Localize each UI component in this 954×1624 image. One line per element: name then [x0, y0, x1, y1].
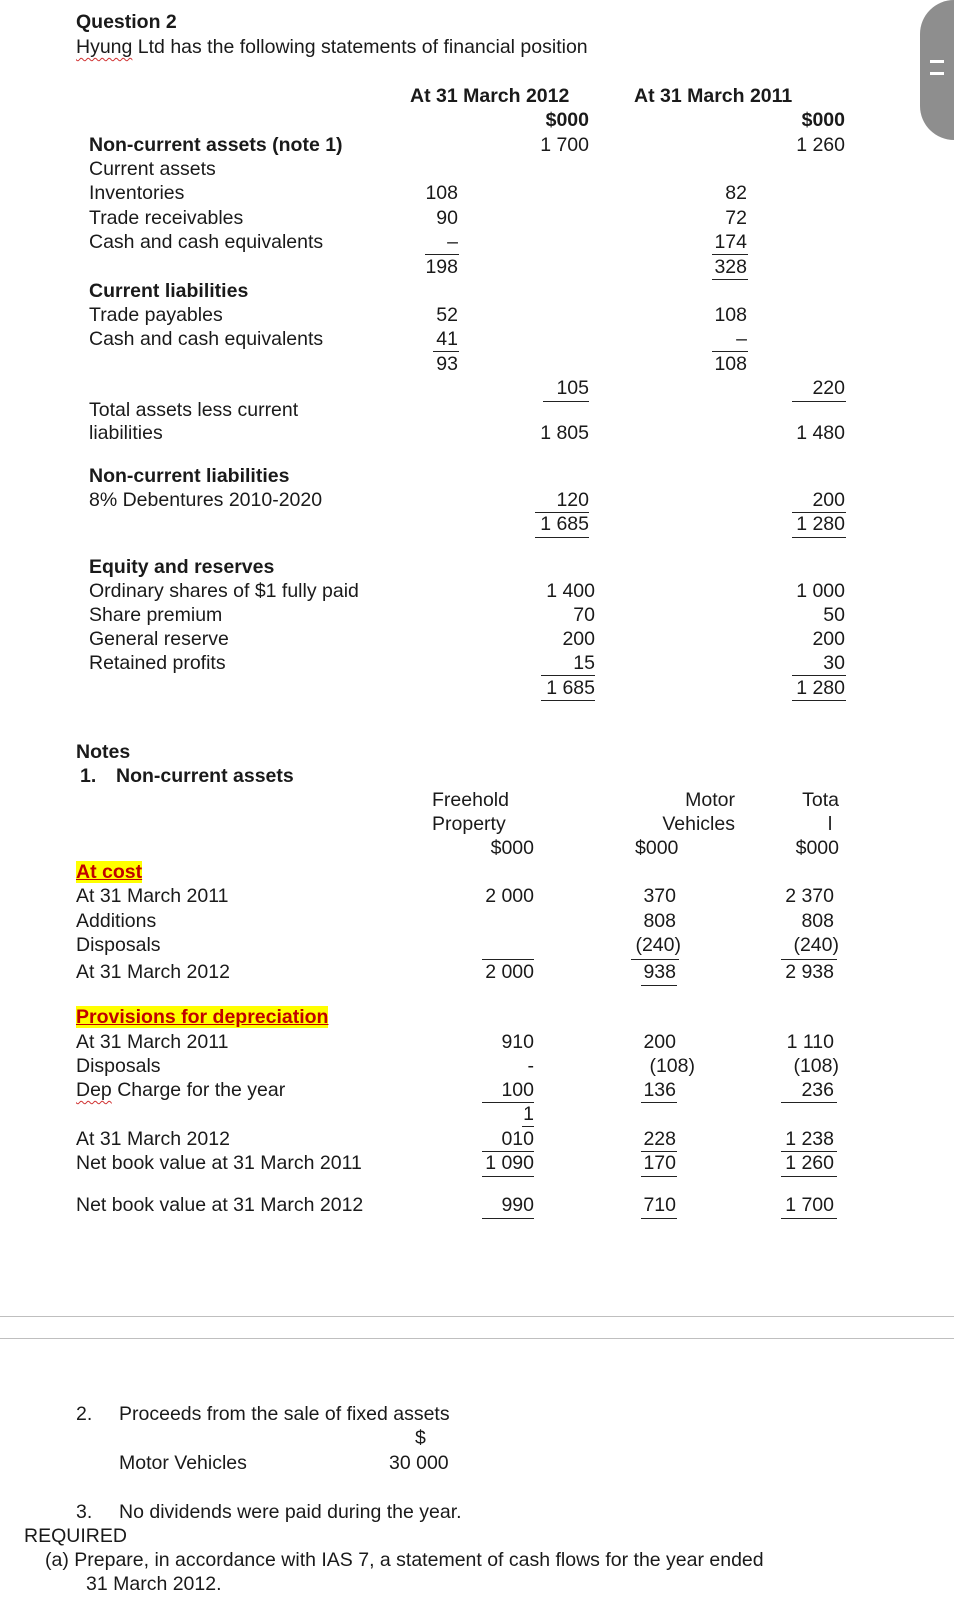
- cost-2012-fp: 2 000: [485, 961, 534, 983]
- nca-2011: 1 260: [796, 134, 845, 156]
- disposals-mv: (240): [635, 934, 681, 956]
- reserve-label: General reserve: [89, 628, 229, 650]
- required-line-2: 31 March 2012.: [86, 1573, 222, 1595]
- reserve-2012: 200: [562, 628, 595, 650]
- net-assets-2012: 1 685: [540, 513, 589, 535]
- intro-text: Ltd has the following statements of financial position: [132, 36, 588, 58]
- cl-cash-2012: 41: [436, 328, 458, 350]
- dep-charge-label: [76, 1078, 285, 1102]
- nbv12-rule-mv: [641, 1218, 677, 1219]
- cl-total-2011: 108: [714, 353, 747, 375]
- nbv12-rule-tot: [781, 1218, 837, 1219]
- additions-mv: 808: [643, 910, 676, 932]
- eq-total-rule-2011: [792, 700, 846, 701]
- dep-charge-fp: 100: [501, 1079, 534, 1101]
- nbv2012-fp: 990: [501, 1194, 534, 1216]
- dep-2011-label: At 31 March 2011: [76, 1031, 229, 1053]
- note2-unit: $: [415, 1427, 426, 1449]
- required-label: REQUIRED: [24, 1525, 127, 1547]
- cost-2012-tot: 2 938: [785, 961, 834, 983]
- ncl-label: Non-current liabilities: [89, 465, 290, 487]
- nbv2011-tot: 1 260: [785, 1152, 834, 1174]
- nbv2012-label: Net book value at 31 March 2012: [76, 1194, 364, 1216]
- eq-total-rule-2012: [541, 700, 595, 701]
- dep-2012-tot: 1 238: [785, 1128, 834, 1150]
- shares-2011: 1 000: [796, 580, 845, 602]
- note2-value: 30 000: [389, 1452, 449, 1474]
- ca-total-rule-2011: [712, 279, 748, 280]
- col-header-2012: At 31 March 2012: [410, 85, 570, 107]
- unit-2011: $000: [801, 109, 845, 131]
- cash-2011: 174: [714, 231, 747, 253]
- nca-2012: 1 700: [540, 134, 589, 156]
- nbv2011-label: Net book value at 31 March 2011: [76, 1152, 362, 1174]
- premium-2012: 70: [573, 604, 595, 626]
- dep-disposals-tot: (108): [793, 1055, 839, 1077]
- note1-number: 1.: [80, 765, 97, 787]
- net-ca-rule-2011: [792, 401, 846, 402]
- cl-label: Current liabilities: [89, 280, 249, 302]
- nbv11-rule-fp: [482, 1176, 534, 1177]
- note1-title: Non-current assets: [116, 765, 294, 787]
- inventories-label: Inventories: [89, 182, 185, 204]
- head-motor-unit: $000: [635, 837, 679, 859]
- talcl-label-2: liabilities: [89, 422, 163, 444]
- nca-label: Non-current assets (note 1): [89, 134, 343, 156]
- note2-number: 2.: [76, 1403, 93, 1425]
- dep-2011-tot: 1 110: [786, 1031, 834, 1053]
- equity-label: Equity and reserves: [89, 556, 275, 578]
- dep-charge-tot: 236: [801, 1079, 834, 1101]
- inventories-2011: 82: [725, 182, 747, 204]
- dep-disposals-fp: -: [527, 1055, 534, 1077]
- receivables-2011: 72: [725, 207, 747, 229]
- dep-label: Provisions for depreciation: [76, 1006, 329, 1028]
- net-ca-2011: 220: [812, 377, 845, 399]
- nbv11-rule-tot: [781, 1176, 837, 1177]
- head-total-1: Tota: [802, 789, 839, 811]
- charge-rule-tot: [781, 1102, 837, 1103]
- additions-tot: 808: [801, 910, 834, 932]
- cost-2012-label: At 31 March 2012: [76, 961, 230, 983]
- dep-disposals-mv: (108): [649, 1055, 695, 1077]
- nbv2012-tot: 1 700: [785, 1194, 834, 1216]
- cl-total-2012: 93: [436, 353, 458, 375]
- equity-total-2011: 1 280: [796, 677, 845, 699]
- unit-2012: $000: [545, 109, 589, 131]
- note3-text: No dividends were paid during the year.: [119, 1501, 462, 1523]
- side-tab[interactable]: [920, 0, 954, 140]
- nbv2012-mv: 710: [643, 1194, 676, 1216]
- dep-2012-fp-part2: 010: [501, 1128, 534, 1150]
- debentures-2012: 120: [556, 489, 589, 511]
- ca-total-2012: 198: [425, 256, 458, 278]
- premium-label: Share premium: [89, 604, 223, 626]
- cost-2011-mv: 370: [643, 885, 676, 907]
- charge-rule-mv: [641, 1102, 677, 1103]
- net-ca-rule-2012: [543, 401, 589, 402]
- payables-label: Trade payables: [89, 304, 223, 326]
- dep-2012-mv: 228: [643, 1128, 676, 1150]
- cost-heading: [76, 860, 142, 884]
- nbv2011-fp: 1 090: [485, 1152, 534, 1174]
- net-ca-2012: 105: [556, 377, 589, 399]
- head-total-2: l: [827, 813, 833, 835]
- retained-2012: 15: [573, 652, 595, 674]
- cash-2012: –: [447, 231, 458, 253]
- cost-total-rule-mv: [641, 985, 677, 986]
- talcl-2012: 1 805: [540, 422, 589, 444]
- col-header-2011: At 31 March 2011: [634, 85, 793, 107]
- shares-2012: 1 400: [546, 580, 595, 602]
- additions-label: Additions: [76, 910, 157, 932]
- net-assets-2011: 1 280: [796, 513, 845, 535]
- dep-2012-fp-part1: 1: [523, 1103, 534, 1125]
- question-title: Question 2: [76, 11, 177, 33]
- dep-2011-fp: 910: [501, 1031, 534, 1053]
- ca-label: Current assets: [89, 158, 216, 180]
- head-freehold-1: Freehold: [432, 789, 509, 811]
- talcl-label-1: Total assets less current: [89, 399, 299, 421]
- equity-total-2012: 1 685: [546, 677, 595, 699]
- payables-2012: 52: [436, 304, 458, 326]
- question-intro: [76, 35, 588, 59]
- nbv12-rule-fp: [482, 1218, 534, 1219]
- net-rule-2012: [535, 537, 589, 538]
- dep-charge-text: Charge for the year: [111, 1079, 286, 1101]
- dep-2012-label: At 31 March 2012: [76, 1128, 230, 1150]
- ca-total-2011: 328: [714, 256, 747, 278]
- note2-text: Proceeds from the sale of fixed assets: [119, 1403, 450, 1425]
- debentures-2011: 200: [812, 489, 845, 511]
- cost-2012-mv: 938: [643, 961, 676, 983]
- receivables-2012: 90: [436, 207, 458, 229]
- retained-2011: 30: [823, 652, 845, 674]
- note2-item: Motor Vehicles: [119, 1452, 247, 1474]
- company-name: Hyung: [76, 36, 133, 58]
- premium-2011: 50: [823, 604, 845, 626]
- required-line-1: (a) Prepare, in accordance with IAS 7, a statement of cash flows for the year ended: [45, 1549, 764, 1571]
- cost-label: At cost: [76, 861, 143, 883]
- payables-2011: 108: [714, 304, 747, 326]
- talcl-2011: 1 480: [796, 422, 845, 444]
- note3-number: 3.: [76, 1501, 93, 1523]
- disposals-tot: (240): [793, 934, 839, 956]
- cost-2011-fp: 2 000: [485, 885, 534, 907]
- nbv2011-mv: 170: [643, 1152, 676, 1174]
- debentures-label: 8% Debentures 2010-2020: [89, 489, 323, 511]
- cost-2011-label: At 31 March 2011: [76, 885, 229, 907]
- notes-title: Notes: [76, 741, 131, 763]
- disposals-label: Disposals: [76, 934, 161, 956]
- head-motor-1: Motor: [685, 789, 735, 811]
- nbv11-rule-mv: [641, 1176, 677, 1177]
- cl-cash-label: Cash and cash equivalents: [89, 328, 324, 350]
- head-total-unit: $000: [795, 837, 839, 859]
- page-break-bottom: [0, 1338, 954, 1339]
- inventories-2012: 108: [425, 182, 458, 204]
- dep-disposals-label: Disposals: [76, 1055, 161, 1077]
- cash-label: Cash and cash equivalents: [89, 231, 324, 253]
- head-freehold-2: Property: [432, 813, 506, 835]
- shares-label: Ordinary shares of $1 fully paid: [89, 580, 359, 602]
- head-freehold-unit: $000: [490, 837, 534, 859]
- reserve-2011: 200: [812, 628, 845, 650]
- retained-label: Retained profits: [89, 652, 226, 674]
- dep-heading: [76, 1005, 328, 1029]
- dep-charge-mv: 136: [643, 1079, 676, 1101]
- dep-2011-mv: 200: [643, 1031, 676, 1053]
- page-break-top: [0, 1316, 954, 1317]
- cl-cash-2011: –: [736, 328, 747, 350]
- receivables-label: Trade receivables: [89, 207, 244, 229]
- dep-abbrev: Dep: [76, 1079, 112, 1101]
- head-motor-2: Vehicles: [662, 813, 735, 835]
- cost-2011-tot: 2 370: [785, 885, 834, 907]
- net-rule-2011: [792, 537, 846, 538]
